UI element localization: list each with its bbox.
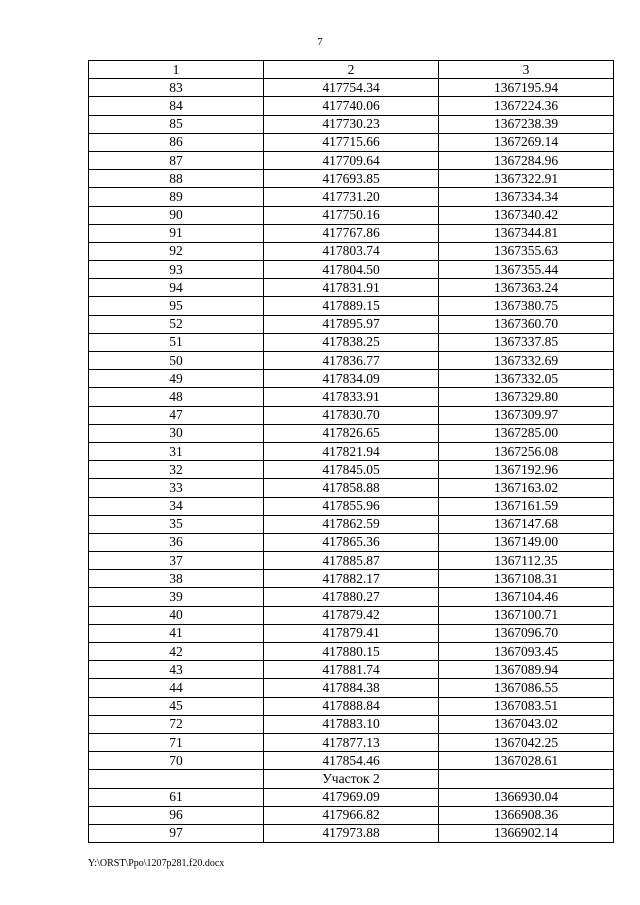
point-number-cell: 38	[89, 570, 264, 588]
table-row	[89, 788, 614, 806]
y-coordinate-cell: 1367269.14	[439, 133, 614, 151]
y-coordinate-cell: 1367161.59	[439, 497, 614, 515]
y-coordinate-cell: 1367093.45	[439, 643, 614, 661]
point-number-cell: 49	[89, 370, 264, 388]
coordinates-table	[88, 60, 614, 843]
y-coordinate-cell: 1367340.42	[439, 206, 614, 224]
point-number-cell: 95	[89, 297, 264, 315]
point-number-cell: 85	[89, 115, 264, 133]
section-empty-cell	[89, 770, 264, 788]
y-coordinate-cell: 1367256.08	[439, 442, 614, 460]
y-coordinate-cell: 1367224.36	[439, 97, 614, 115]
y-coordinate-cell: 1367238.39	[439, 115, 614, 133]
point-number-cell: 70	[89, 752, 264, 770]
point-number-cell: 36	[89, 533, 264, 551]
table-row	[89, 352, 614, 370]
point-number-cell: 87	[89, 151, 264, 169]
y-coordinate-cell: 1366902.14	[439, 824, 614, 842]
point-number-cell: 39	[89, 588, 264, 606]
x-coordinate-cell: 417754.34	[264, 79, 439, 97]
y-coordinate-cell: 1367334.34	[439, 188, 614, 206]
y-coordinate-cell: 1367329.80	[439, 388, 614, 406]
point-number-cell: 40	[89, 606, 264, 624]
table-row	[89, 388, 614, 406]
y-coordinate-cell: 1367284.96	[439, 151, 614, 169]
x-coordinate-cell: 417836.77	[264, 352, 439, 370]
table-row	[89, 752, 614, 770]
y-coordinate-cell: 1367108.31	[439, 570, 614, 588]
x-coordinate-cell: 417854.46	[264, 752, 439, 770]
point-number-cell: 92	[89, 242, 264, 260]
x-coordinate-cell: 417740.06	[264, 97, 439, 115]
table-row	[89, 606, 614, 624]
y-coordinate-cell: 1367096.70	[439, 624, 614, 642]
page-number: 7	[317, 36, 323, 48]
x-coordinate-cell: 417834.09	[264, 370, 439, 388]
x-coordinate-cell: 417862.59	[264, 515, 439, 533]
x-coordinate-cell: 417895.97	[264, 315, 439, 333]
file-path-footer: Y:\ORST\Ppo\1207p281.f20.docx	[88, 858, 225, 869]
point-number-cell: 42	[89, 643, 264, 661]
x-coordinate-cell: 417715.66	[264, 133, 439, 151]
y-coordinate-cell: 1367332.05	[439, 370, 614, 388]
y-coordinate-cell: 1366908.36	[439, 806, 614, 824]
point-number-cell: 96	[89, 806, 264, 824]
table-row	[89, 715, 614, 733]
table-row	[89, 315, 614, 333]
table-row	[89, 279, 614, 297]
y-coordinate-cell: 1367043.02	[439, 715, 614, 733]
y-coordinate-cell: 1367028.61	[439, 752, 614, 770]
y-coordinate-cell: 1367086.55	[439, 679, 614, 697]
table-row	[89, 151, 614, 169]
table-row	[89, 79, 614, 97]
table-row	[89, 442, 614, 460]
x-coordinate-cell: 417973.88	[264, 824, 439, 842]
y-coordinate-cell: 1367192.96	[439, 461, 614, 479]
x-coordinate-cell: 417879.41	[264, 624, 439, 642]
y-coordinate-cell: 1367100.71	[439, 606, 614, 624]
x-coordinate-cell: 417858.88	[264, 479, 439, 497]
y-coordinate-cell: 1367322.91	[439, 170, 614, 188]
table-row	[89, 461, 614, 479]
x-coordinate-cell: 417877.13	[264, 733, 439, 751]
table-row	[89, 515, 614, 533]
table-row	[89, 424, 614, 442]
point-number-cell: 32	[89, 461, 264, 479]
point-number-cell: 43	[89, 661, 264, 679]
x-coordinate-cell: 417880.15	[264, 643, 439, 661]
y-coordinate-cell: 1367112.35	[439, 552, 614, 570]
table-row	[89, 115, 614, 133]
x-coordinate-cell: 417830.70	[264, 406, 439, 424]
y-coordinate-cell: 1367355.63	[439, 242, 614, 260]
point-number-cell: 71	[89, 733, 264, 751]
table-row	[89, 370, 614, 388]
table-header-row	[89, 61, 614, 79]
x-coordinate-cell: 417879.42	[264, 606, 439, 624]
y-coordinate-cell: 1367042.25	[439, 733, 614, 751]
x-coordinate-cell: 417831.91	[264, 279, 439, 297]
point-number-cell: 84	[89, 97, 264, 115]
x-coordinate-cell: 417885.87	[264, 552, 439, 570]
x-coordinate-cell: 417838.25	[264, 333, 439, 351]
point-number-cell: 61	[89, 788, 264, 806]
point-number-cell: 89	[89, 188, 264, 206]
table-row	[89, 297, 614, 315]
y-coordinate-cell: 1366930.04	[439, 788, 614, 806]
table-row	[89, 206, 614, 224]
point-number-cell: 50	[89, 352, 264, 370]
section-row	[89, 770, 614, 788]
x-coordinate-cell: 417767.86	[264, 224, 439, 242]
x-coordinate-cell: 417833.91	[264, 388, 439, 406]
y-coordinate-cell: 1367089.94	[439, 661, 614, 679]
y-coordinate-cell: 1367083.51	[439, 697, 614, 715]
x-coordinate-cell: 417881.74	[264, 661, 439, 679]
table-row	[89, 133, 614, 151]
table-row	[89, 570, 614, 588]
y-coordinate-cell: 1367363.24	[439, 279, 614, 297]
y-coordinate-cell: 1367309.97	[439, 406, 614, 424]
table-row	[89, 533, 614, 551]
x-coordinate-cell: 417882.17	[264, 570, 439, 588]
table-row	[89, 552, 614, 570]
table-row	[89, 697, 614, 715]
x-coordinate-cell: 417884.38	[264, 679, 439, 697]
table-row	[89, 406, 614, 424]
y-coordinate-cell: 1367285.00	[439, 424, 614, 442]
y-coordinate-cell: 1367355.44	[439, 261, 614, 279]
table-row	[89, 679, 614, 697]
table-row	[89, 824, 614, 842]
table-row	[89, 261, 614, 279]
point-number-cell: 48	[89, 388, 264, 406]
x-coordinate-cell: 417803.74	[264, 242, 439, 260]
header-cell-1: 1	[89, 61, 264, 79]
table-row	[89, 643, 614, 661]
x-coordinate-cell: 417750.16	[264, 206, 439, 224]
header-cell-2: 2	[264, 61, 439, 79]
point-number-cell: 93	[89, 261, 264, 279]
x-coordinate-cell: 417730.23	[264, 115, 439, 133]
point-number-cell: 83	[89, 79, 264, 97]
point-number-cell: 37	[89, 552, 264, 570]
table-row	[89, 661, 614, 679]
point-number-cell: 44	[89, 679, 264, 697]
point-number-cell: 47	[89, 406, 264, 424]
x-coordinate-cell: 417804.50	[264, 261, 439, 279]
y-coordinate-cell: 1367332.69	[439, 352, 614, 370]
x-coordinate-cell: 417883.10	[264, 715, 439, 733]
table-row	[89, 479, 614, 497]
table-row	[89, 624, 614, 642]
table-row	[89, 188, 614, 206]
point-number-cell: 30	[89, 424, 264, 442]
point-number-cell: 33	[89, 479, 264, 497]
y-coordinate-cell: 1367380.75	[439, 297, 614, 315]
point-number-cell: 31	[89, 442, 264, 460]
table-row	[89, 170, 614, 188]
x-coordinate-cell: 417845.05	[264, 461, 439, 479]
x-coordinate-cell: 417880.27	[264, 588, 439, 606]
table-row	[89, 97, 614, 115]
y-coordinate-cell: 1367147.68	[439, 515, 614, 533]
table-row	[89, 733, 614, 751]
table-row	[89, 333, 614, 351]
point-number-cell: 52	[89, 315, 264, 333]
x-coordinate-cell: 417966.82	[264, 806, 439, 824]
x-coordinate-cell: 417855.96	[264, 497, 439, 515]
x-coordinate-cell: 417731.20	[264, 188, 439, 206]
table-body	[89, 61, 614, 843]
point-number-cell: 35	[89, 515, 264, 533]
point-number-cell: 34	[89, 497, 264, 515]
point-number-cell: 94	[89, 279, 264, 297]
x-coordinate-cell: 417826.65	[264, 424, 439, 442]
y-coordinate-cell: 1367104.46	[439, 588, 614, 606]
x-coordinate-cell: 417889.15	[264, 297, 439, 315]
point-number-cell: 86	[89, 133, 264, 151]
point-number-cell: 41	[89, 624, 264, 642]
y-coordinate-cell: 1367344.81	[439, 224, 614, 242]
table-row	[89, 806, 614, 824]
header-cell-3: 3	[439, 61, 614, 79]
x-coordinate-cell: 417888.84	[264, 697, 439, 715]
section-label: Участок 2	[264, 770, 439, 788]
point-number-cell: 90	[89, 206, 264, 224]
y-coordinate-cell: 1367195.94	[439, 79, 614, 97]
y-coordinate-cell: 1367163.02	[439, 479, 614, 497]
point-number-cell: 91	[89, 224, 264, 242]
y-coordinate-cell: 1367360.70	[439, 315, 614, 333]
point-number-cell: 72	[89, 715, 264, 733]
point-number-cell: 51	[89, 333, 264, 351]
section-empty-cell	[439, 770, 614, 788]
table-row	[89, 242, 614, 260]
y-coordinate-cell: 1367149.00	[439, 533, 614, 551]
table-row	[89, 497, 614, 515]
x-coordinate-cell: 417969.09	[264, 788, 439, 806]
point-number-cell: 88	[89, 170, 264, 188]
x-coordinate-cell: 417865.36	[264, 533, 439, 551]
x-coordinate-cell: 417709.64	[264, 151, 439, 169]
y-coordinate-cell: 1367337.85	[439, 333, 614, 351]
table-row	[89, 224, 614, 242]
table-row	[89, 588, 614, 606]
x-coordinate-cell: 417693.85	[264, 170, 439, 188]
point-number-cell: 97	[89, 824, 264, 842]
point-number-cell: 45	[89, 697, 264, 715]
x-coordinate-cell: 417821.94	[264, 442, 439, 460]
